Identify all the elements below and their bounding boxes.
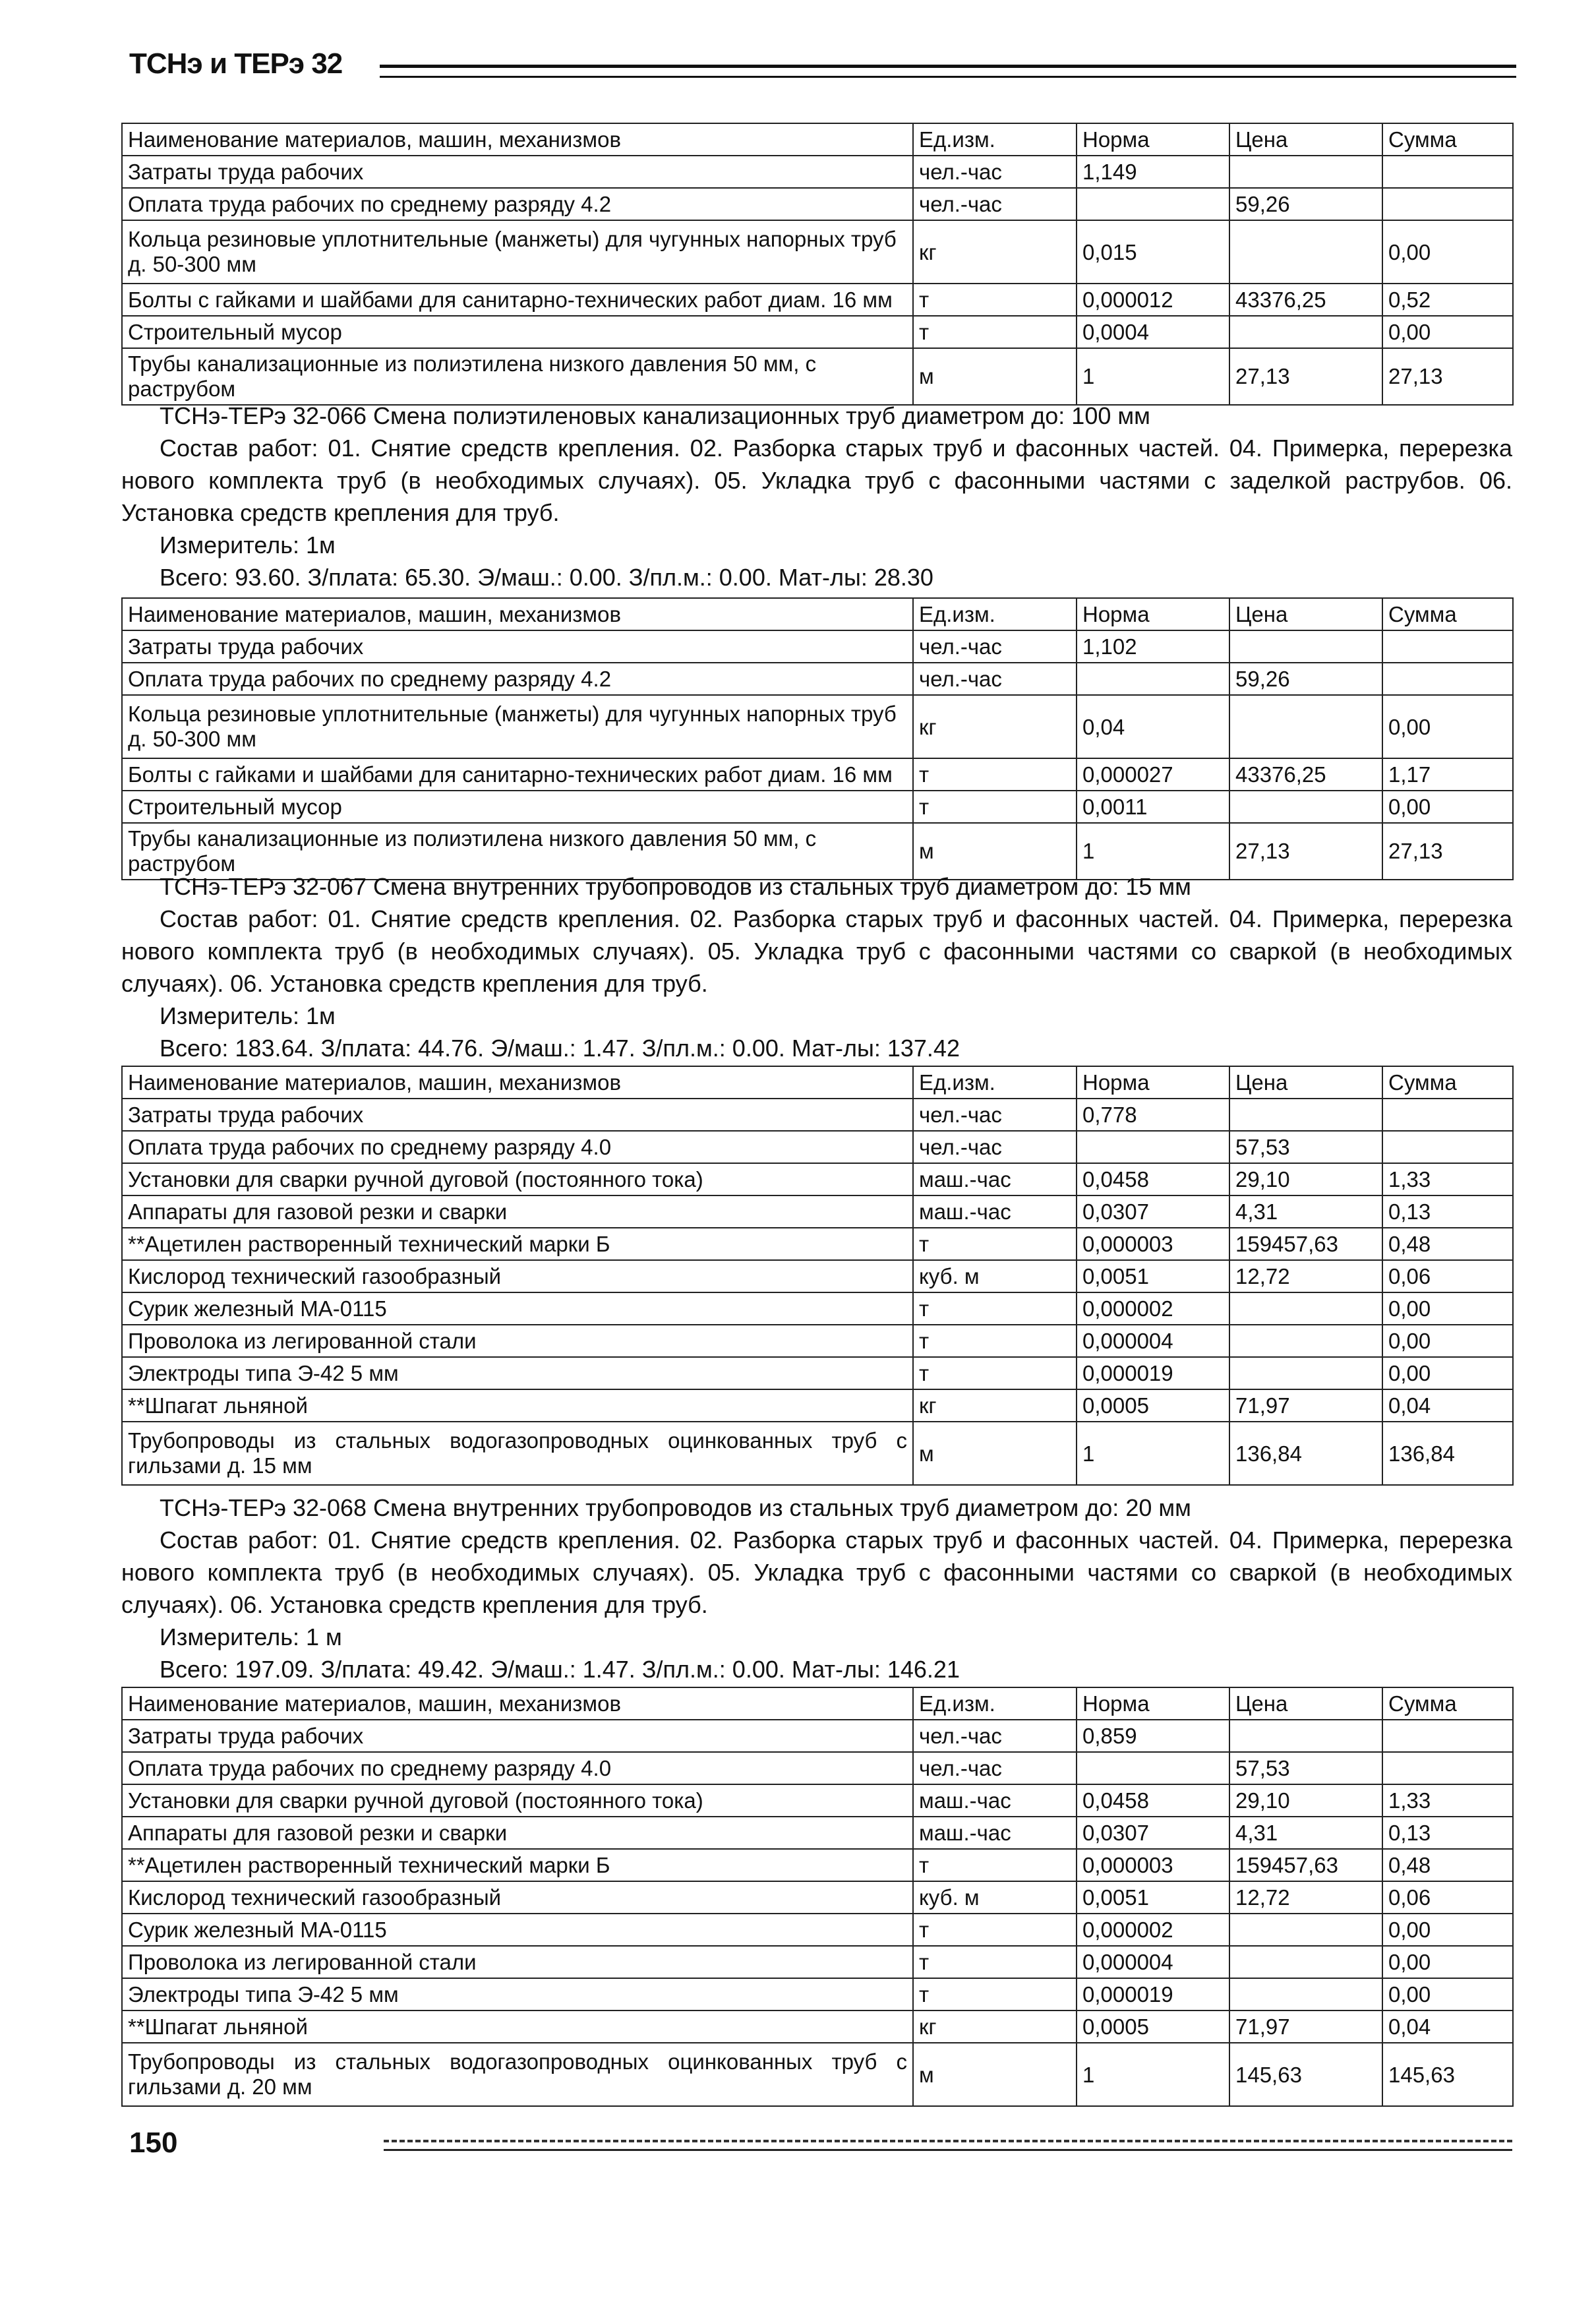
table-row [122, 1946, 1513, 1978]
cell-norm: 0,000003 [1077, 1849, 1229, 1881]
cell-sum [1382, 1720, 1513, 1752]
cell-price: 43376,25 [1229, 758, 1382, 791]
cell-name: **Шпагат льняной [122, 1389, 913, 1422]
cell-price [1229, 316, 1382, 348]
header-cell-price: Цена [1229, 1066, 1382, 1099]
cell-price: 57,53 [1229, 1752, 1382, 1784]
table-row [122, 2011, 1513, 2043]
measurement-unit: Измеритель: 1м [160, 531, 336, 559]
cell-norm [1077, 1752, 1229, 1784]
table-row [122, 2043, 1513, 2106]
cell-unit: чел.-час [913, 630, 1077, 663]
section-title: ТСНэ-ТЕРэ 32-067 Смена внутренних трубопроводов из стальных труб диаметром до: 15 мм [160, 873, 1191, 900]
cell-sum: 0,00 [1382, 1914, 1513, 1946]
cell-norm: 1 [1077, 348, 1229, 405]
cell-sum: 0,00 [1382, 220, 1513, 284]
work-composition: Состав работ: 01. Снятие средств крепления. 02. Разборка старых труб и фасонных частей. 04. Примерка, перерезка нового комплекта труб (в необходимых случаях). 05. Укладка труб с фасонными частями со сваркой (в необходимых случаях). 06. Установка средств крепления для труб. [121, 905, 1512, 997]
cell-norm: 0,000019 [1077, 1978, 1229, 2011]
cell-unit: т [913, 1357, 1077, 1389]
table-row [122, 1357, 1513, 1389]
table-row [122, 1784, 1513, 1817]
cell-name: Установки для сварки ручной дуговой (постоянного тока) [122, 1163, 913, 1195]
cell-sum: 0,13 [1382, 1195, 1513, 1228]
cell-sum: 0,52 [1382, 284, 1513, 316]
cell-name: Трубы канализационные из полиэтилена низкого давления 50 мм, с раструбом [122, 823, 913, 880]
header-cell-norm: Норма [1077, 123, 1229, 156]
cell-name: Аппараты для газовой резки и сварки [122, 1195, 913, 1228]
header-cell-unit: Ед.изм. [913, 1066, 1077, 1099]
table-row [122, 1260, 1513, 1292]
cell-unit: т [913, 791, 1077, 823]
resource-table-0 [121, 123, 1514, 406]
cell-unit: куб. м [913, 1260, 1077, 1292]
header-cell-sum: Сумма [1382, 123, 1513, 156]
cell-price [1229, 695, 1382, 758]
cell-name: Затраты труда рабочих [122, 1099, 913, 1131]
cell-price: 71,97 [1229, 1389, 1382, 1422]
cell-unit: чел.-час [913, 156, 1077, 188]
cell-name: Сурик железный МА-0115 [122, 1292, 913, 1325]
cell-price: 27,13 [1229, 823, 1382, 880]
cell-norm: 0,859 [1077, 1720, 1229, 1752]
cell-name: Строительный мусор [122, 316, 913, 348]
resource-table-32-068 [121, 1687, 1514, 2107]
work-composition: Состав работ: 01. Снятие средств крепления. 02. Разборка старых труб и фасонных частей. 04. Примерка, перерезка нового комплекта труб (в необходимых случаях). 05. Укладка труб с фасонными частями со сваркой (в необходимых случаях). 06. Установка средств крепления для труб. [121, 1527, 1512, 1618]
section-32-068 [121, 1492, 1512, 1685]
footer-rule [384, 2140, 1512, 2151]
cell-name: Оплата труда рабочих по среднему разряду 4.2 [122, 663, 913, 695]
cell-norm: 0,0005 [1077, 2011, 1229, 2043]
cell-norm: 0,0458 [1077, 1163, 1229, 1195]
cell-name: Сурик железный МА-0115 [122, 1914, 913, 1946]
cell-unit: кг [913, 1389, 1077, 1422]
cell-name: Оплата труда рабочих по среднему разряду 4.2 [122, 188, 913, 220]
header-cell-price: Цена [1229, 123, 1382, 156]
cell-price [1229, 1720, 1382, 1752]
cell-name: **Ацетилен растворенный технический марки Б [122, 1849, 913, 1881]
cell-name: Проволока из легированной стали [122, 1946, 913, 1978]
table-row [122, 1817, 1513, 1849]
cell-sum [1382, 1752, 1513, 1784]
cell-sum: 27,13 [1382, 348, 1513, 405]
table-row [122, 284, 1513, 316]
cell-unit: т [913, 1325, 1077, 1357]
header-rule [380, 65, 1516, 78]
cell-unit: чел.-час [913, 188, 1077, 220]
cell-name: Затраты труда рабочих [122, 1720, 913, 1752]
cell-name: Оплата труда рабочих по среднему разряду 4.0 [122, 1131, 913, 1163]
cell-norm: 0,000004 [1077, 1946, 1229, 1978]
cell-price: 71,97 [1229, 2011, 1382, 2043]
cell-norm: 1,102 [1077, 630, 1229, 663]
cell-sum: 0,00 [1382, 1357, 1513, 1389]
cell-price [1229, 1978, 1382, 2011]
cell-unit: м [913, 823, 1077, 880]
table-row [122, 1325, 1513, 1357]
table-row [122, 220, 1513, 284]
header-cell-sum: Сумма [1382, 1066, 1513, 1099]
cell-name: Электроды типа Э-42 5 мм [122, 1978, 913, 2011]
cell-name: Электроды типа Э-42 5 мм [122, 1357, 913, 1389]
cell-name: Трубопроводы из стальных водогазопроводных оцинкованных труб с гильзами д. 15 мм [122, 1422, 913, 1485]
measurement-unit: Измеритель: 1 м [160, 1623, 342, 1650]
cell-sum [1382, 156, 1513, 188]
cell-norm: 0,0005 [1077, 1389, 1229, 1422]
section-32-066 [121, 400, 1512, 593]
header-cell-name: Наименование материалов, машин, механизмов [122, 1066, 913, 1099]
cell-name: Трубы канализационные из полиэтилена низкого давления 50 мм, с раструбом [122, 348, 913, 405]
cell-price: 12,72 [1229, 1881, 1382, 1914]
table-row [122, 1752, 1513, 1784]
cell-unit: т [913, 1914, 1077, 1946]
cell-unit: т [913, 1978, 1077, 2011]
cell-price [1229, 156, 1382, 188]
cell-price [1229, 1099, 1382, 1131]
table-row [122, 1163, 1513, 1195]
cell-name: **Ацетилен растворенный технический марки Б [122, 1228, 913, 1260]
cell-norm: 0,000002 [1077, 1292, 1229, 1325]
cell-unit: чел.-час [913, 1099, 1077, 1131]
table-row [122, 630, 1513, 663]
cell-sum: 0,06 [1382, 1260, 1513, 1292]
cell-price: 4,31 [1229, 1817, 1382, 1849]
cell-price: 59,26 [1229, 663, 1382, 695]
cell-name: Кольца резиновые уплотнительные (манжеты) для чугунных напорных труб д. 50-300 мм [122, 220, 913, 284]
table-row [122, 1978, 1513, 2011]
cell-price [1229, 220, 1382, 284]
cell-unit: куб. м [913, 1881, 1077, 1914]
cell-unit: т [913, 1849, 1077, 1881]
cell-norm: 0,000027 [1077, 758, 1229, 791]
cell-price [1229, 1914, 1382, 1946]
cell-unit: т [913, 1228, 1077, 1260]
header-title: ТСНэ и ТЕРэ 32 [129, 47, 343, 80]
cell-unit: чел.-час [913, 1131, 1077, 1163]
header-cell-norm: Норма [1077, 1687, 1229, 1720]
cell-price: 12,72 [1229, 1260, 1382, 1292]
table-row [122, 1389, 1513, 1422]
cell-price [1229, 791, 1382, 823]
cell-sum: 0,00 [1382, 695, 1513, 758]
cell-norm: 0,000004 [1077, 1325, 1229, 1357]
cell-name: Строительный мусор [122, 791, 913, 823]
cell-unit: т [913, 316, 1077, 348]
section-title: ТСНэ-ТЕРэ 32-066 Смена полиэтиленовых канализационных труб диаметром до: 100 мм [160, 402, 1150, 429]
table-row [122, 791, 1513, 823]
cell-unit: т [913, 1292, 1077, 1325]
cell-sum: 1,33 [1382, 1784, 1513, 1817]
cost-totals: Всего: 93.60. З/плата: 65.30. Э/маш.: 0.00. З/пл.м.: 0.00. Мат-лы: 28.30 [160, 564, 933, 591]
cell-sum: 0,06 [1382, 1881, 1513, 1914]
cell-norm [1077, 188, 1229, 220]
cell-sum: 136,84 [1382, 1422, 1513, 1485]
cell-price [1229, 1325, 1382, 1357]
cell-sum: 1,17 [1382, 758, 1513, 791]
cell-name: Болты с гайками и шайбами для санитарно-технических работ диам. 16 мм [122, 758, 913, 791]
cell-norm: 1,149 [1077, 156, 1229, 188]
cell-unit: маш.-час [913, 1817, 1077, 1849]
cell-sum [1382, 663, 1513, 695]
cell-sum [1382, 630, 1513, 663]
cell-norm: 0,0051 [1077, 1260, 1229, 1292]
cell-norm: 0,0011 [1077, 791, 1229, 823]
cell-norm: 0,0004 [1077, 316, 1229, 348]
cell-price: 159457,63 [1229, 1228, 1382, 1260]
cell-sum: 1,33 [1382, 1163, 1513, 1195]
cell-sum: 27,13 [1382, 823, 1513, 880]
header-cell-sum: Сумма [1382, 598, 1513, 630]
cell-norm: 0,0307 [1077, 1195, 1229, 1228]
cell-sum [1382, 188, 1513, 220]
cell-name: Кольца резиновые уплотнительные (манжеты) для чугунных напорных труб д. 50-300 мм [122, 695, 913, 758]
cost-totals: Всего: 183.64. З/плата: 44.76. Э/маш.: 1.47. З/пл.м.: 0.00. Мат-лы: 137.42 [160, 1035, 960, 1062]
cell-norm: 0,04 [1077, 695, 1229, 758]
table-row [122, 1422, 1513, 1485]
cell-unit: маш.-час [913, 1195, 1077, 1228]
section-title: ТСНэ-ТЕРэ 32-068 Смена внутренних трубопроводов из стальных труб диаметром до: 20 мм [160, 1494, 1191, 1521]
table-row [122, 1914, 1513, 1946]
cell-unit: м [913, 2043, 1077, 2106]
cell-sum: 0,00 [1382, 791, 1513, 823]
table-row [122, 1099, 1513, 1131]
cell-sum: 0,00 [1382, 1978, 1513, 2011]
cell-unit: кг [913, 220, 1077, 284]
cell-norm: 1 [1077, 823, 1229, 880]
work-composition: Состав работ: 01. Снятие средств крепления. 02. Разборка старых труб и фасонных частей. 04. Примерка, перерезка нового комплекта труб (в необходимых случаях). 05. Укладка труб с фасонными частями с заделкой раструбов. 06. Установка средств крепления для труб. [121, 435, 1512, 526]
resource-table-32-067 [121, 1066, 1514, 1486]
cell-norm [1077, 663, 1229, 695]
cell-norm: 0,0458 [1077, 1784, 1229, 1817]
cell-price [1229, 1292, 1382, 1325]
measurement-unit: Измеритель: 1м [160, 1002, 336, 1029]
table-header-row [122, 1066, 1513, 1099]
cell-name: Затраты труда рабочих [122, 156, 913, 188]
page-header [129, 47, 1516, 87]
cell-name: Проволока из легированной стали [122, 1325, 913, 1357]
cell-sum: 0,00 [1382, 1325, 1513, 1357]
cell-name: Болты с гайками и шайбами для санитарно-технических работ диам. 16 мм [122, 284, 913, 316]
cell-name: Кислород технический газообразный [122, 1881, 913, 1914]
cell-price: 145,63 [1229, 2043, 1382, 2106]
cell-price: 29,10 [1229, 1784, 1382, 1817]
cell-sum [1382, 1131, 1513, 1163]
cell-norm: 0,000012 [1077, 284, 1229, 316]
cell-name: Оплата труда рабочих по среднему разряду 4.0 [122, 1752, 913, 1784]
table-row [122, 1131, 1513, 1163]
cell-norm: 0,000019 [1077, 1357, 1229, 1389]
cell-price: 43376,25 [1229, 284, 1382, 316]
cell-norm: 1 [1077, 1422, 1229, 1485]
cell-unit: т [913, 284, 1077, 316]
header-cell-price: Цена [1229, 1687, 1382, 1720]
cell-sum: 0,04 [1382, 1389, 1513, 1422]
resource-table-32-066 [121, 597, 1514, 880]
cell-unit: т [913, 758, 1077, 791]
cell-price: 4,31 [1229, 1195, 1382, 1228]
cell-name: Трубопроводы из стальных водогазопроводных оцинкованных труб с гильзами д. 20 мм [122, 2043, 913, 2106]
cell-norm: 0,015 [1077, 220, 1229, 284]
cell-norm: 0,0051 [1077, 1881, 1229, 1914]
cell-unit: чел.-час [913, 663, 1077, 695]
table-row [122, 663, 1513, 695]
header-cell-price: Цена [1229, 598, 1382, 630]
table-row [122, 1720, 1513, 1752]
cell-price: 57,53 [1229, 1131, 1382, 1163]
cell-sum: 0,48 [1382, 1849, 1513, 1881]
cell-norm: 0,0307 [1077, 1817, 1229, 1849]
table-header-row [122, 598, 1513, 630]
header-cell-name: Наименование материалов, машин, механизмов [122, 598, 913, 630]
cell-sum: 0,00 [1382, 1946, 1513, 1978]
table-row [122, 1195, 1513, 1228]
cell-norm: 1 [1077, 2043, 1229, 2106]
header-cell-sum: Сумма [1382, 1687, 1513, 1720]
table-row [122, 188, 1513, 220]
cell-unit: кг [913, 695, 1077, 758]
cell-norm: 0,778 [1077, 1099, 1229, 1131]
table-row [122, 758, 1513, 791]
cell-sum: 145,63 [1382, 2043, 1513, 2106]
cell-unit: чел.-час [913, 1752, 1077, 1784]
cell-name: **Шпагат льняной [122, 2011, 913, 2043]
cell-price: 59,26 [1229, 188, 1382, 220]
cell-price: 29,10 [1229, 1163, 1382, 1195]
table-row [122, 1228, 1513, 1260]
cell-price: 159457,63 [1229, 1849, 1382, 1881]
cell-unit: м [913, 348, 1077, 405]
header-cell-unit: Ед.изм. [913, 598, 1077, 630]
header-cell-unit: Ед.изм. [913, 123, 1077, 156]
cell-unit: маш.-час [913, 1784, 1077, 1817]
table-row [122, 156, 1513, 188]
cell-name: Затраты труда рабочих [122, 630, 913, 663]
table-row [122, 348, 1513, 405]
cell-sum: 0,13 [1382, 1817, 1513, 1849]
table-row [122, 1849, 1513, 1881]
cell-price [1229, 1946, 1382, 1978]
header-cell-unit: Ед.изм. [913, 1687, 1077, 1720]
section-32-067 [121, 870, 1512, 1064]
cell-price: 27,13 [1229, 348, 1382, 405]
cell-sum: 0,48 [1382, 1228, 1513, 1260]
table-row [122, 316, 1513, 348]
cell-price [1229, 630, 1382, 663]
cell-sum: 0,00 [1382, 1292, 1513, 1325]
cell-norm: 0,000002 [1077, 1914, 1229, 1946]
cell-unit: маш.-час [913, 1163, 1077, 1195]
cell-norm: 0,000003 [1077, 1228, 1229, 1260]
cost-totals: Всего: 197.09. З/плата: 49.42. Э/маш.: 1.47. З/пл.м.: 0.00. Мат-лы: 146.21 [160, 1656, 960, 1683]
cell-name: Аппараты для газовой резки и сварки [122, 1817, 913, 1849]
header-cell-norm: Норма [1077, 598, 1229, 630]
table-header-row [122, 1687, 1513, 1720]
table-row [122, 1881, 1513, 1914]
header-cell-name: Наименование материалов, машин, механизмов [122, 1687, 913, 1720]
cell-unit: т [913, 1946, 1077, 1978]
table-row [122, 1292, 1513, 1325]
cell-sum: 0,00 [1382, 316, 1513, 348]
header-cell-norm: Норма [1077, 1066, 1229, 1099]
cell-name: Кислород технический газообразный [122, 1260, 913, 1292]
page-number: 150 [129, 2127, 178, 2159]
cell-price [1229, 1357, 1382, 1389]
cell-unit: кг [913, 2011, 1077, 2043]
cell-unit: м [913, 1422, 1077, 1485]
cell-norm [1077, 1131, 1229, 1163]
cell-unit: чел.-час [913, 1720, 1077, 1752]
cell-sum: 0,04 [1382, 2011, 1513, 2043]
table-header-row [122, 123, 1513, 156]
table-row [122, 695, 1513, 758]
header-cell-name: Наименование материалов, машин, механизмов [122, 123, 913, 156]
cell-sum [1382, 1099, 1513, 1131]
cell-price: 136,84 [1229, 1422, 1382, 1485]
cell-name: Установки для сварки ручной дуговой (постоянного тока) [122, 1784, 913, 1817]
